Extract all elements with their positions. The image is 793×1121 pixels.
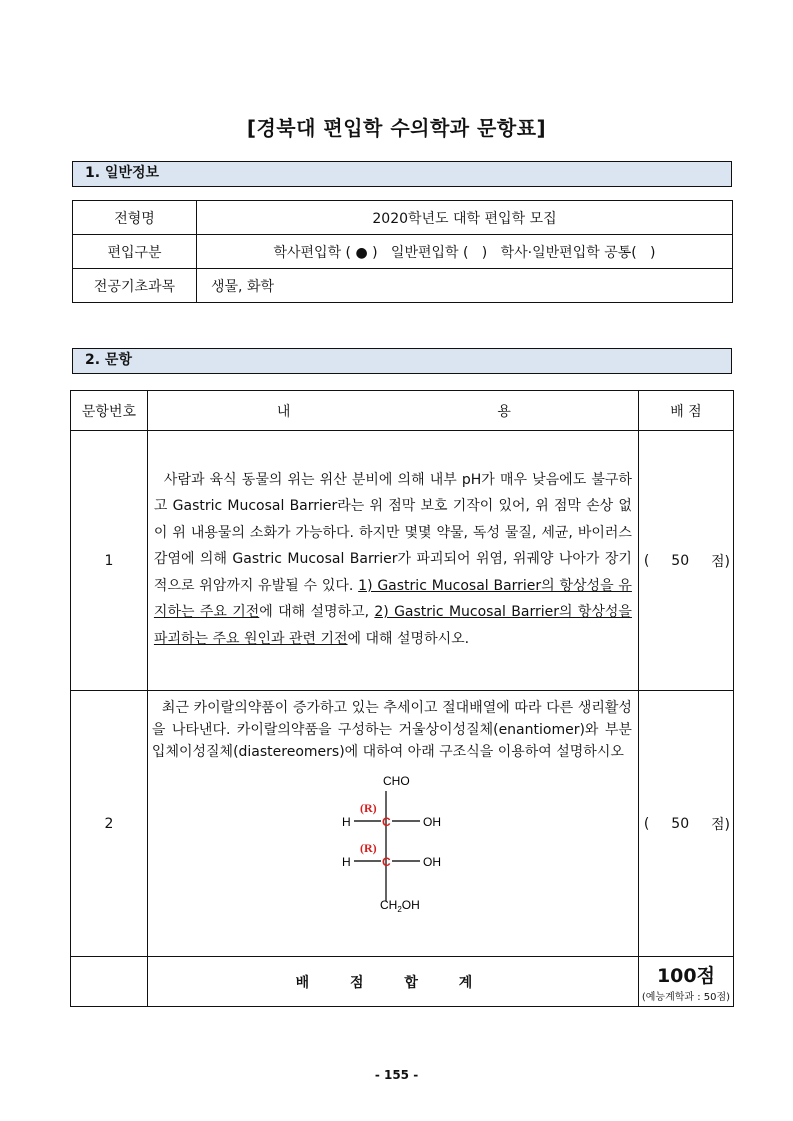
row-label: 전형명 [73, 201, 197, 235]
question-text-end: 에 대해 설명하시오. [347, 630, 470, 647]
score-close: 점) [711, 816, 730, 833]
question-row [71, 691, 734, 957]
table-header-row [71, 391, 734, 431]
header-content-right: 용 [497, 403, 511, 420]
structure-left-group-1: H [341, 815, 351, 829]
header-content [147, 391, 638, 431]
question-score [638, 431, 733, 691]
section-questions-heading: 2. 문항 [72, 348, 732, 374]
score-value: 50 [671, 552, 690, 569]
structure-bottom-group: $CH_2OH$ [379, 898, 420, 914]
general-info-table [72, 200, 733, 303]
header-score: 배 점 [638, 391, 733, 431]
structure-center-atom-1: C [381, 815, 391, 829]
total-label: 배 점 합 계 [147, 957, 638, 1007]
structure-right-group-2: OH [422, 855, 441, 869]
total-score [638, 957, 733, 1007]
question-text-plain: 사람과 육식 동물의 위는 위산 분비에 의해 내부 pH가 매우 낮음에도 불구하고 Gastric Mucosal Barrier라는 위 점막 보호 기작이 있어, 위 점막 손상 없이 위 내용물의 소화가 가능하다. 하지만 몇몇 약물, 독성 물질, 세균, 바이러스 감염에 의해 Gastric Mucosal Barrier가 파괴되어 위염, 위궤양 나아가 장기적으로 위암까지 유발될 수 있다. [153, 471, 632, 594]
structure-config-2: (R) [359, 841, 377, 855]
row-label: 편입구분 [73, 235, 197, 269]
score-open: ( [643, 552, 650, 569]
question-row [71, 431, 734, 691]
question-number: 1 [71, 431, 148, 691]
score-open: ( [643, 815, 650, 832]
page-number: - 155 - [374, 1068, 419, 1082]
question-text-plain: 최근 카이랄의약품이 증가하고 있는 추세이고 절대배열에 따라 다른 생리활성을 나타낸다. 카이랄의약품을 구성하는 거울상이성질체(enantiomer)와 부분입체이성질체(diastereomers)에 대하여 아래 구조식을 이용하여 설명하시오 [151, 700, 632, 760]
score-value: 50 [671, 815, 690, 832]
question-text [147, 691, 638, 957]
header-content-left: 내 [276, 403, 291, 420]
question-text-underline-1: 1) Gastric Mucosal Barrier의 항상성을 유지하는 주요 기전 [153, 577, 632, 621]
section-general-info-heading: 1. 일반정보 [72, 161, 732, 187]
questions-table [70, 390, 734, 1007]
question-number: 2 [71, 691, 148, 957]
table-row [73, 235, 733, 269]
table-row [73, 269, 733, 303]
structure-right-group-1: OH [422, 815, 441, 829]
structure-config-1: (R) [359, 801, 377, 815]
total-value: 100점 [656, 964, 715, 987]
question-score [638, 691, 733, 957]
question-text-underline-2: 2) Gastric Mucosal Barrier의 항상성을 파괴하는 주요 원인과 관련 기전 [153, 604, 632, 647]
row-value: 생물, 화학 [197, 269, 733, 303]
structure-center-atom-2: C [381, 855, 391, 869]
row-label: 전공기초과목 [73, 269, 197, 303]
score-close: 점) [711, 553, 730, 570]
row-value: 2020학년도 대학 편입학 모집 [197, 201, 733, 235]
question-text [147, 431, 638, 691]
structure-left-group-2: H [341, 855, 351, 869]
total-empty-cell [71, 957, 148, 1007]
table-row [73, 201, 733, 235]
question-text-mid: 에 대해 설명하고, [259, 604, 375, 621]
total-note: (예능계학과 : 50점) [641, 991, 731, 1003]
chemical-structure-diagram [332, 769, 632, 914]
total-row [71, 957, 734, 1007]
row-value: 학사편입학 ( ● ) 일반편입학 ( ) 학사·일반편입학 공통( ) [197, 235, 733, 269]
structure-top-group: CHO [382, 774, 410, 788]
header-number: 문항번호 [71, 391, 148, 431]
document-title: [경북대 편입학 수의학과 문항표] [246, 116, 547, 140]
